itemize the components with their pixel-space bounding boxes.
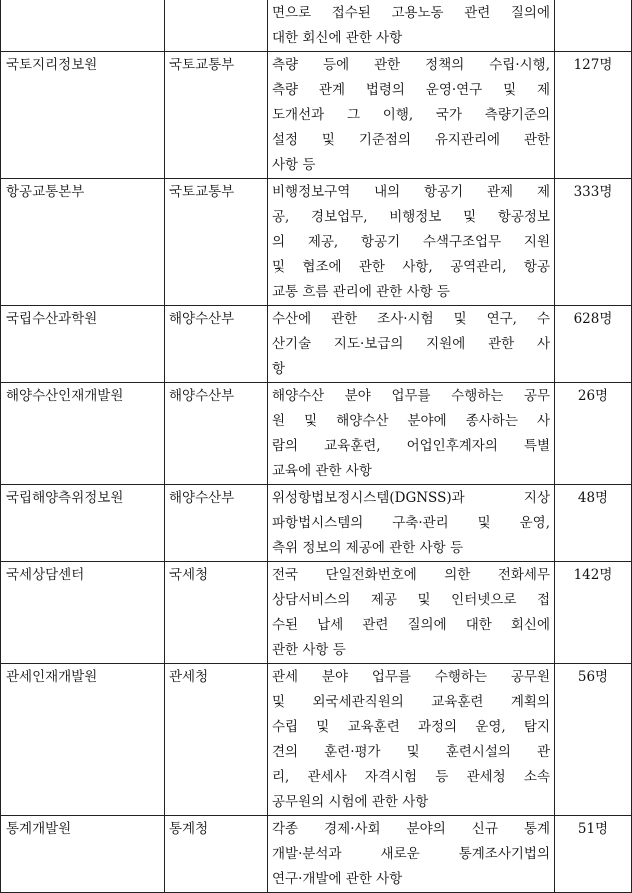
agency-table-body xyxy=(1,0,632,893)
table-row xyxy=(1,0,632,52)
duty-line: 개발·분석과 새로운 통계조사기법의 xyxy=(272,846,550,862)
duty-line: 관세 분야 업무를 수행하는 공무원 xyxy=(272,669,550,685)
duty-line: 및 협조에 관한 사항, 공역관리, 항공 xyxy=(272,259,550,275)
ministry-cell: 국토교통부 xyxy=(165,52,268,179)
agency-name-cell: 관세인재개발원 xyxy=(1,664,165,816)
staff-count-cell: 48명 xyxy=(555,485,632,562)
duty-line: 상담서비스의 제공 및 인터넷으로 접 xyxy=(272,592,550,608)
duty-cell xyxy=(268,816,555,893)
ministry-cell: 통계청 xyxy=(165,816,268,893)
duty-line: 관한 사항 등 xyxy=(272,642,346,658)
table-row xyxy=(1,485,632,562)
duty-cell xyxy=(268,52,555,179)
table-row xyxy=(1,306,632,383)
duty-line: 사항 등 xyxy=(272,157,316,173)
duty-cell xyxy=(268,485,555,562)
ministry-cell xyxy=(165,0,268,52)
duty-line: 수된 납세 관련 질의에 대한 회신에 xyxy=(272,617,550,633)
agency-name-cell: 해양수산인재개발원 xyxy=(1,383,165,485)
duty-line: 도개선과 그 이행, 국가 측량기준의 xyxy=(272,107,550,123)
duty-line: 대한 회신에 관한 사항 xyxy=(272,30,403,46)
duty-line: 의 제공, 항공기 수색구조업무 지원 xyxy=(272,234,550,250)
duty-line: 비행정보구역 내의 항공기 관제 제 xyxy=(272,184,550,200)
agency-name-cell: 국립수산과학원 xyxy=(1,306,165,383)
staff-count-cell: 628명 xyxy=(555,306,632,383)
duty-line: 람의 교육훈련, 어업인후계자의 특별 xyxy=(272,438,550,454)
duty-line: 위성항법보정시스템(DGNSS)과 지상 xyxy=(272,490,550,506)
duty-line: 리, 관세사 자격시험 등 관세청 소속 xyxy=(272,769,550,785)
duty-line: 측량 등에 관한 정책의 수립·시행, xyxy=(272,57,550,73)
duty-line: 공, 경보업무, 비행정보 및 항공정보 xyxy=(272,209,550,225)
agency-name-cell xyxy=(1,0,165,52)
duty-line: 측량 관계 법령의 운영·연구 및 제 xyxy=(272,82,550,98)
duty-line: 측위 정보의 제공에 관한 사항 등 xyxy=(272,540,463,556)
staff-count-cell: 142명 xyxy=(555,562,632,664)
staff-count-cell: 333명 xyxy=(555,179,632,306)
agency-name-cell: 통계개발원 xyxy=(1,816,165,893)
staff-count-cell: 26명 xyxy=(555,383,632,485)
duty-cell xyxy=(268,0,555,52)
ministry-cell: 해양수산부 xyxy=(165,383,268,485)
table-row xyxy=(1,52,632,179)
duty-line: 해양수산 분야 업무를 수행하는 공무 xyxy=(272,388,550,404)
duty-line: 원 및 해양수산 분야에 종사하는 사 xyxy=(272,413,550,429)
staff-count-cell: 56명 xyxy=(555,664,632,816)
agency-name-cell: 국립해양측위정보원 xyxy=(1,485,165,562)
duty-line: 산기술 지도·보급의 지원에 관한 사 xyxy=(272,336,550,352)
duty-line: 각종 경제·사회 분야의 신규 통계 xyxy=(272,821,550,837)
ministry-cell: 관세청 xyxy=(165,664,268,816)
duty-cell xyxy=(268,562,555,664)
duty-line: 면으로 접수된 고용노동 관련 질의에 xyxy=(272,5,550,21)
staff-count-cell: 127명 xyxy=(555,52,632,179)
duty-line: 연구·개발에 관한 사항 xyxy=(272,871,403,887)
duty-line: 및 외국세관직원의 교육훈련 계획의 xyxy=(272,694,550,710)
duty-cell xyxy=(268,306,555,383)
duty-line: 파항법시스템의 구축·관리 및 운영, xyxy=(272,515,550,531)
duty-line: 항 xyxy=(272,361,286,377)
staff-count-cell xyxy=(555,0,632,52)
duty-line: 교육에 관한 사항 xyxy=(272,463,372,479)
table-row xyxy=(1,816,632,893)
agency-name-cell: 항공교통본부 xyxy=(1,179,165,306)
table-row xyxy=(1,383,632,485)
table-row xyxy=(1,664,632,816)
table-row xyxy=(1,179,632,306)
duty-line: 설정 및 기준점의 유지관리에 관한 xyxy=(272,132,550,148)
staff-count-cell: 51명 xyxy=(555,816,632,893)
duty-line: 전국 단일전화번호에 의한 전화세무 xyxy=(272,567,550,583)
table-row xyxy=(1,562,632,664)
ministry-cell: 국토교통부 xyxy=(165,179,268,306)
duty-line: 교통 흐름 관리에 관한 사항 등 xyxy=(272,284,450,300)
duty-cell xyxy=(268,664,555,816)
duty-line: 공무원의 시험에 관한 사항 xyxy=(272,794,429,810)
duty-cell xyxy=(268,383,555,485)
agency-name-cell: 국토지리정보원 xyxy=(1,52,165,179)
ministry-cell: 국세청 xyxy=(165,562,268,664)
ministry-cell: 해양수산부 xyxy=(165,306,268,383)
duty-line: 수산에 관한 조사·시험 및 연구, 수 xyxy=(272,311,550,327)
agency-name-cell: 국세상담센터 xyxy=(1,562,165,664)
duty-cell xyxy=(268,179,555,306)
duty-line: 수립 및 교육훈련 과정의 운영, 탐지 xyxy=(272,719,550,735)
ministry-cell: 해양수산부 xyxy=(165,485,268,562)
duty-line: 견의 훈련·평가 및 훈련시설의 관 xyxy=(272,744,550,760)
